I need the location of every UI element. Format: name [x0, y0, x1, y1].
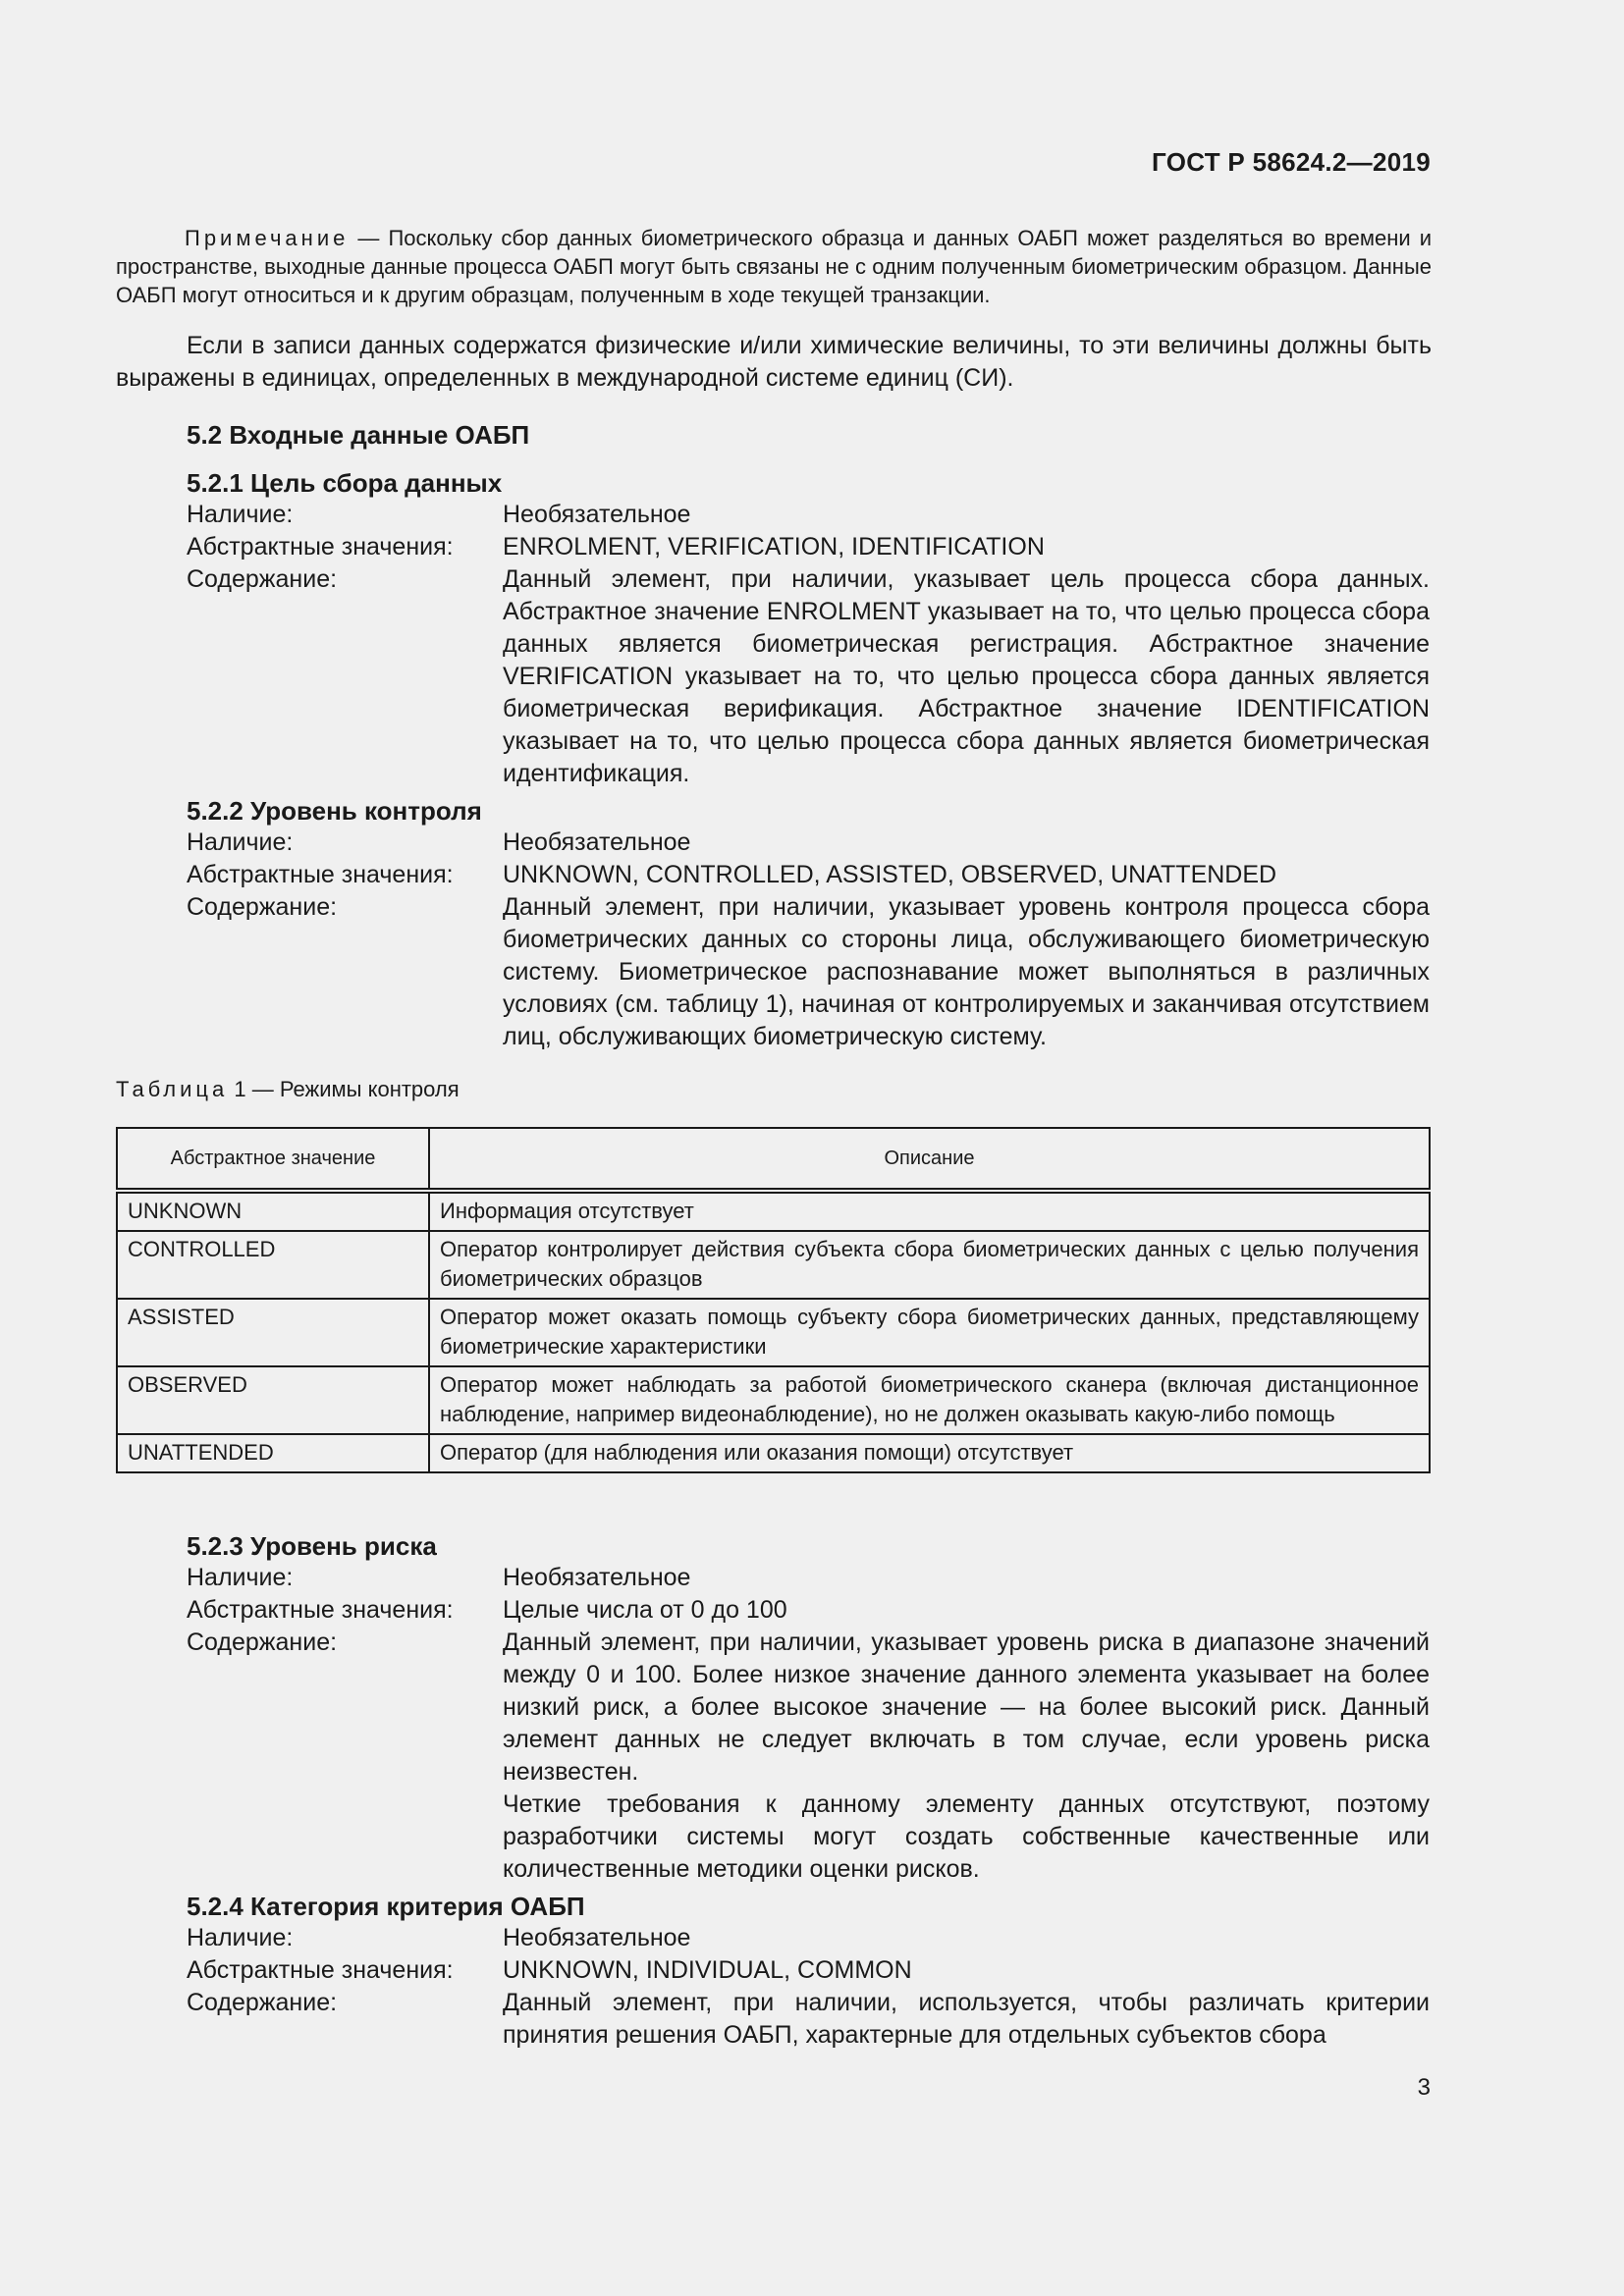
- table-cell-description: Оператор может оказать помощь субъекту сбора биометрических данных, представляющему биометрические характеристики: [429, 1299, 1430, 1366]
- abstract-values: ENROLMENT, VERIFICATION, IDENTIFICATION: [503, 533, 1045, 561]
- table-row: [117, 1231, 1430, 1299]
- presence-label: Наличие:: [187, 1564, 294, 1591]
- content-text: Данный элемент, при наличии, указывает уровень риска в диапазоне значений между 0 и 100. Более низкое значение данного элемента указывает на более низкий риск, а более высокое значение — на более высокий риск. Данный элемент данных не следует включать в том случае, если уровень риска неизвестен.: [503, 1629, 1430, 1786]
- presence-value: Необязательное: [503, 828, 691, 856]
- subsection-title-5-2-1: 5.2.1 Цель сбора данных: [187, 468, 503, 498]
- table-cell-value: CONTROLLED: [117, 1231, 429, 1299]
- table-caption: [116, 1077, 460, 1102]
- table-cell-description: Оператор контролирует действия субъекта сбора биометрических данных с целью получения биометрических образцов: [429, 1231, 1430, 1299]
- table-row: [117, 1191, 1430, 1231]
- abstract-values-label: Абстрактные значения:: [187, 1956, 454, 1984]
- table-row: [117, 1434, 1430, 1472]
- abstract-values-label: Абстрактные значения:: [187, 1596, 454, 1624]
- abstract-values: Целые числа от 0 до 100: [503, 1596, 787, 1624]
- abstract-values: UNKNOWN, CONTROLLED, ASSISTED, OBSERVED, UNATTENDED: [503, 861, 1277, 888]
- section-title: 5.2 Входные данные ОАБП: [187, 420, 530, 450]
- presence-label: Наличие:: [187, 1924, 294, 1951]
- presence-label: Наличие:: [187, 501, 294, 528]
- content-label: Содержание:: [187, 565, 338, 593]
- presence-value: Необязательное: [503, 1924, 691, 1951]
- intro-paragraph: Если в записи данных содержатся физические и/или химические величины, то эти величины должны быть выражены в единицах, определенных в международной системе единиц (СИ).: [116, 332, 1432, 392]
- subsection-title-5-2-2: 5.2.2 Уровень контроля: [187, 796, 482, 826]
- control-modes-table: [116, 1127, 1431, 1473]
- table-header-abstract-value: Абстрактное значение: [117, 1128, 429, 1191]
- table-cell-value: UNATTENDED: [117, 1434, 429, 1472]
- content-label: Содержание:: [187, 1989, 338, 2016]
- table-caption-label: Таблица: [116, 1077, 229, 1101]
- content-text: Четкие требования к данному элементу данных отсутствуют, поэтому разработчики системы могут создать собственные качественные или количественные методики оценки рисков.: [503, 1790, 1430, 1883]
- content-label: Содержание:: [187, 893, 338, 921]
- table-row: [117, 1366, 1430, 1434]
- table-cell-value: UNKNOWN: [117, 1191, 429, 1231]
- table-cell-value: OBSERVED: [117, 1366, 429, 1434]
- note-label: Примечание: [185, 226, 350, 250]
- content-text: Данный элемент, при наличии, указывает уровень контроля процесса сбора биометрических данных со стороны лица, обслуживающего биометрическую систему. Биометрическое распознавание может выполняться в различных условиях (см. таблицу 1), начиная от контролируемых и заканчивая отсутствием лиц, обслуживающих биометрическую систему.: [503, 893, 1430, 1050]
- table-cell-value: ASSISTED: [117, 1299, 429, 1366]
- subsection-title-5-2-3: 5.2.3 Уровень риска: [187, 1531, 437, 1561]
- presence-value: Необязательное: [503, 1564, 691, 1591]
- table-row: [117, 1299, 1430, 1366]
- table-header-row: [117, 1128, 1430, 1191]
- presence-label: Наличие:: [187, 828, 294, 856]
- content-label: Содержание:: [187, 1629, 338, 1656]
- table-cell-description: Оператор может наблюдать за работой биометрического сканера (включая дистанционное наблюдение, например видеонаблюдение), но не должен оказывать какую-либо помощь: [429, 1366, 1430, 1434]
- table-caption-text: 1 — Режимы контроля: [228, 1077, 460, 1101]
- note-text: — Поскольку сбор данных биометрического образца и данных ОАБП может разделяться во времени и пространстве, выходные данные процесса ОАБП могут быть связаны не с одним полученным биометрическим образцом. Данные ОАБП могут относиться и к другим образцам, полученным в ходе текущей транзакции.: [116, 226, 1432, 307]
- abstract-values-label: Абстрактные значения:: [187, 533, 454, 561]
- abstract-values-label: Абстрактные значения:: [187, 861, 454, 888]
- subsection-title-5-2-4: 5.2.4 Категория критерия ОАБП: [187, 1892, 585, 1921]
- presence-value: Необязательное: [503, 501, 691, 528]
- page-number: 3: [1417, 2074, 1431, 2101]
- note-paragraph: [116, 224, 1432, 309]
- table-cell-description: Информация отсутствует: [429, 1191, 1430, 1231]
- table-cell-description: Оператор (для наблюдения или оказания помощи) отсутствует: [429, 1434, 1430, 1472]
- content-block: [503, 1627, 1430, 1886]
- abstract-values: UNKNOWN, INDIVIDUAL, COMMON: [503, 1956, 912, 1984]
- table-header-description: Описание: [429, 1128, 1430, 1191]
- content-text: Данный элемент, при наличии, указывает цель процесса сбора данных. Абстрактное значение ENROLMENT указывает на то, что целью процесса сбора данных является биометрическая регистрация. Абстрактное значение VERIFICATION указывает на то, что целью процесса сбора данных является биометрическая верификация. Абстрактное значение IDENTIFICATION указывает на то, что целью процесса сбора данных является биометрическая идентификация.: [503, 565, 1430, 787]
- content-text: Данный элемент, при наличии, используется, чтобы различать критерии принятия решения ОАБП, характерные для отдельных субъектов сбора: [503, 1989, 1430, 2049]
- document-code: ГОСТ Р 58624.2—2019: [1152, 147, 1431, 177]
